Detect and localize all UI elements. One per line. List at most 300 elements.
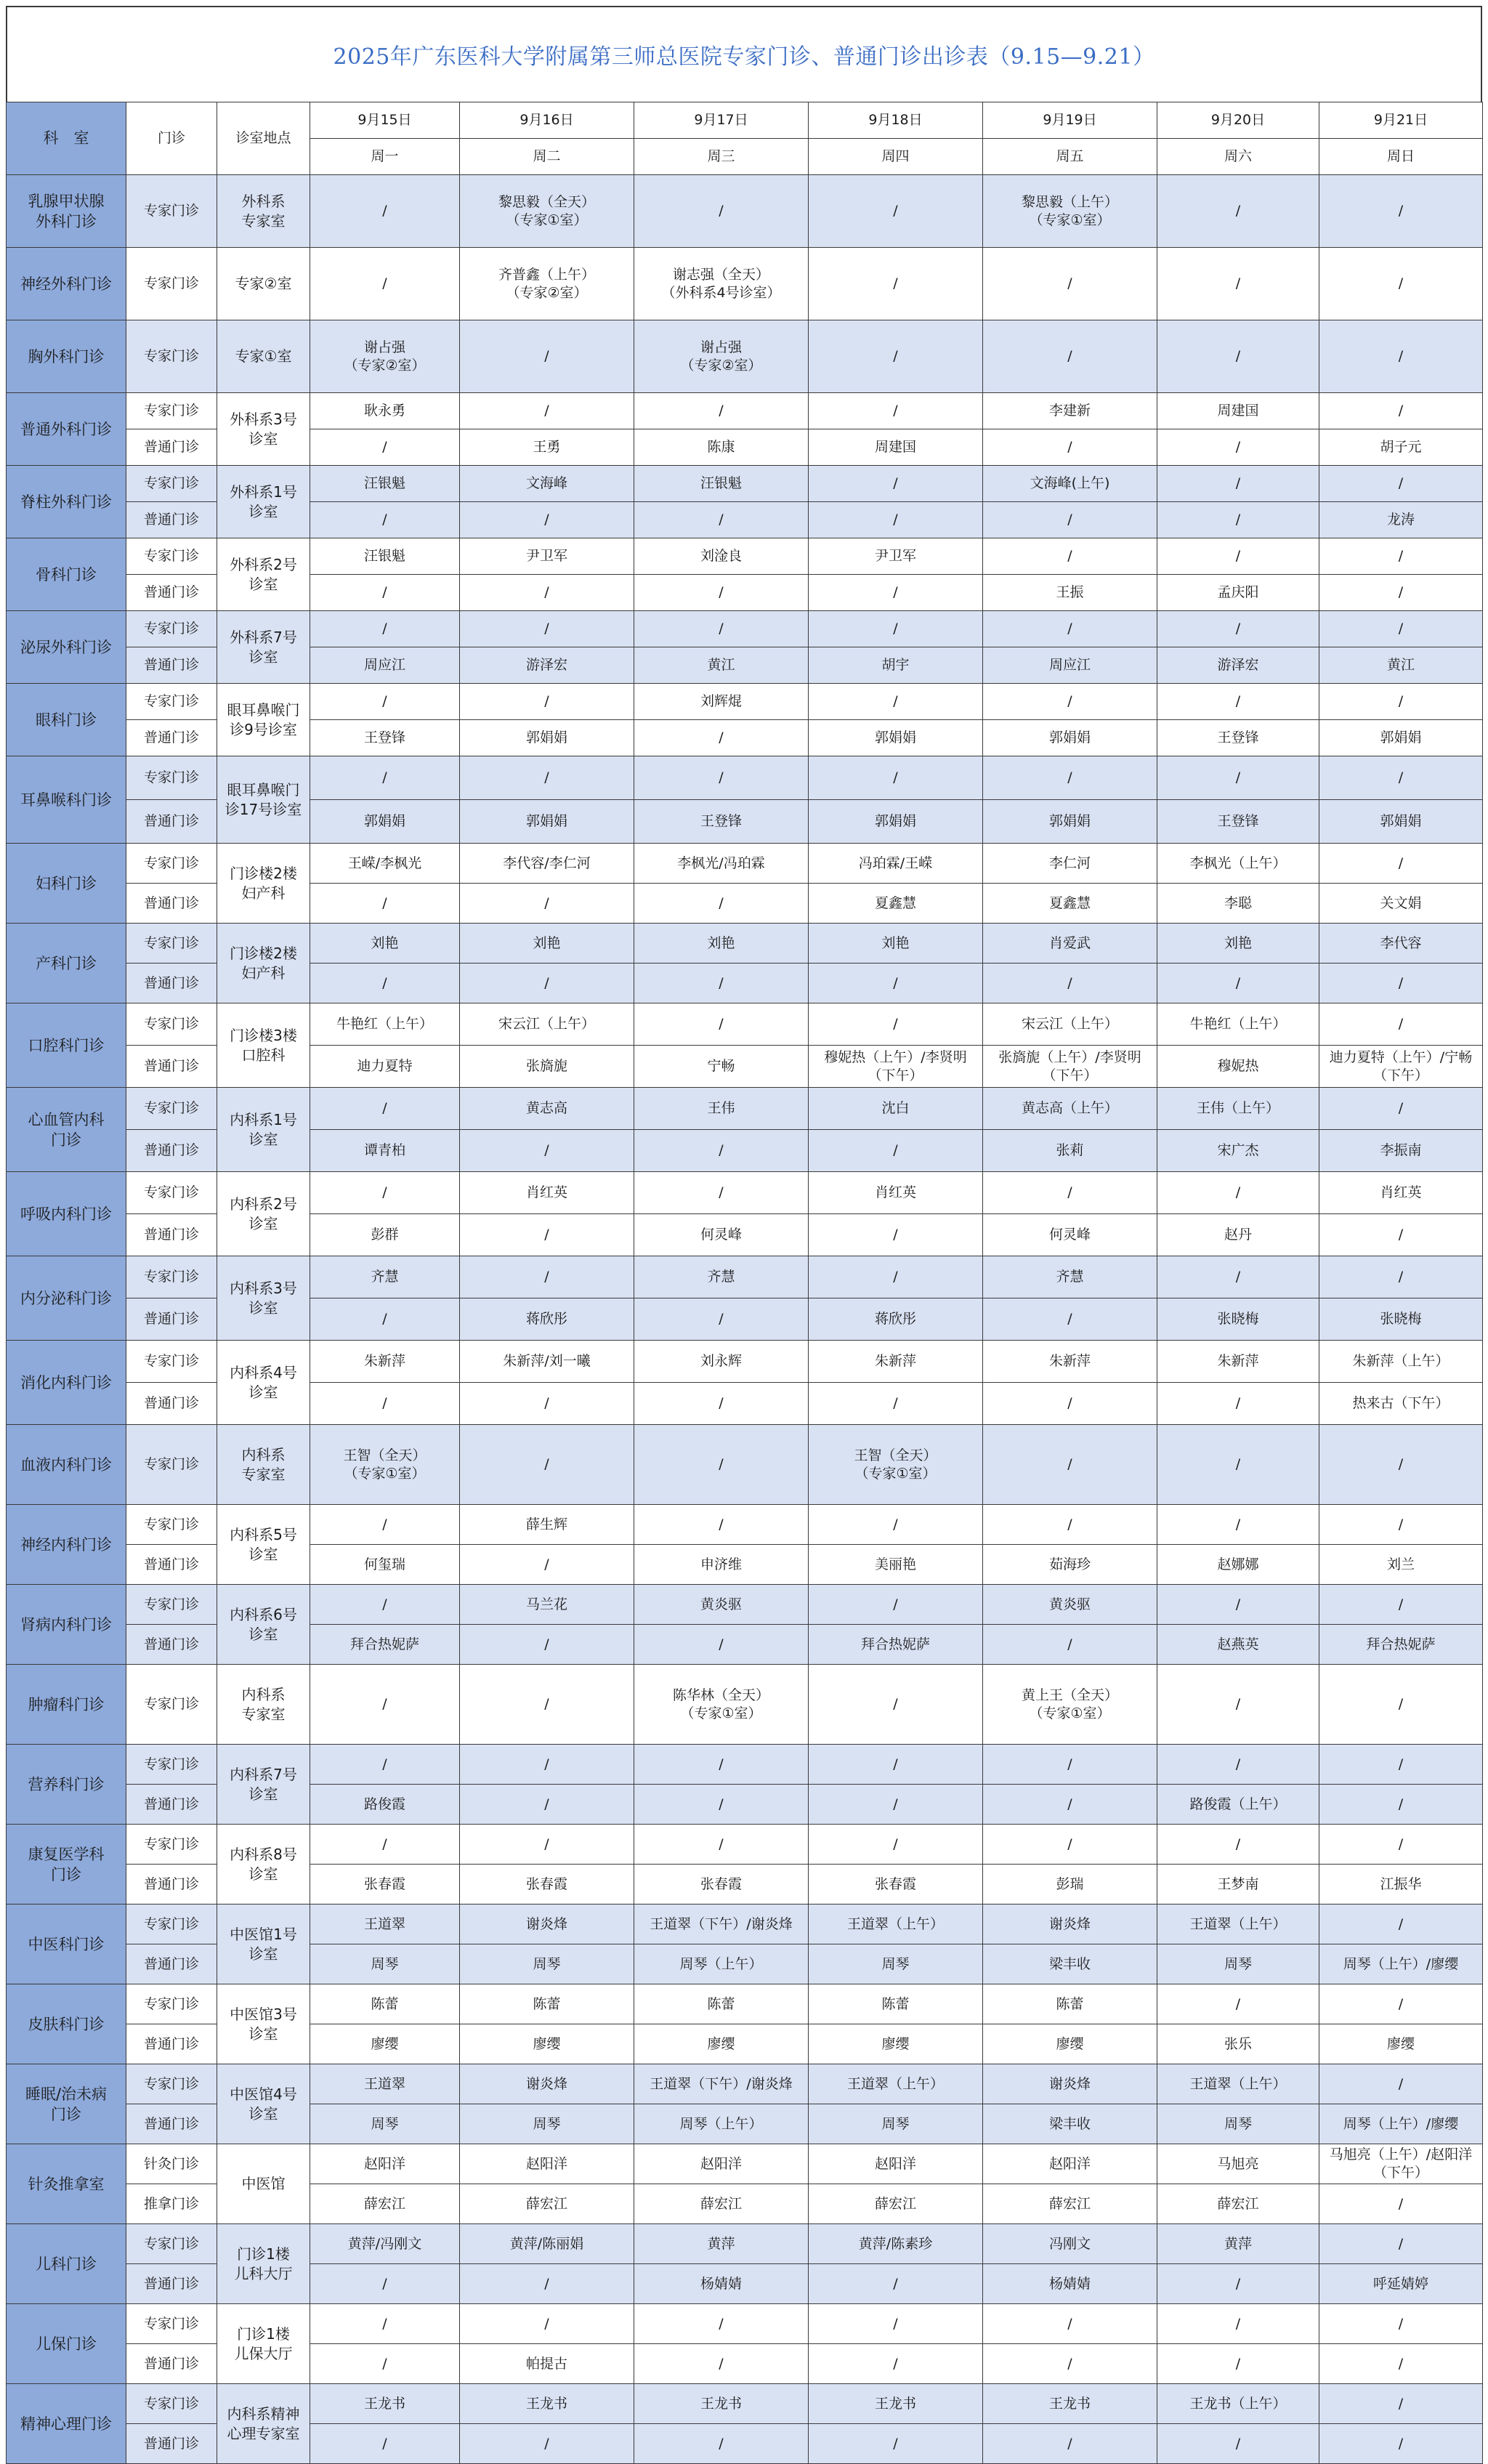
header-weekday: 周日 — [1319, 139, 1483, 175]
schedule-cell: / — [634, 720, 809, 756]
schedule-cell: 王道翠（上午） — [809, 2064, 983, 2104]
schedule-cell: 拜合热妮萨 — [809, 1625, 983, 1665]
clinic-type: 普通门诊 — [126, 1046, 217, 1088]
schedule-cell: 尹卫军 — [460, 538, 634, 575]
table-row — [7, 1505, 1483, 1545]
clinic-type: 专家门诊 — [126, 2224, 217, 2264]
schedule-cell: / — [634, 502, 809, 538]
schedule-cell: 刘艳 — [310, 924, 460, 964]
schedule-cell: / — [1319, 320, 1483, 393]
schedule-cell: 郭娟娟 — [983, 800, 1157, 844]
schedule-cell: / — [809, 1505, 983, 1545]
schedule-cell: 梁丰收 — [983, 1944, 1157, 1984]
department-name: 妇科门诊 — [7, 844, 126, 924]
schedule-cell: / — [809, 1585, 983, 1625]
schedule-cell: / — [1319, 1425, 1483, 1505]
schedule-cell: 沈白 — [809, 1088, 983, 1130]
schedule-cell: 周应江 — [310, 647, 460, 684]
schedule-cell: / — [460, 1383, 634, 1425]
clinic-type: 专家门诊 — [126, 1425, 217, 1505]
clinic-type: 普通门诊 — [126, 1785, 217, 1825]
department-name: 产科门诊 — [7, 924, 126, 1003]
schedule-cell: 郭娟娟 — [809, 720, 983, 756]
table-row — [7, 393, 1483, 429]
schedule-cell: 王伟（上午） — [1157, 1088, 1319, 1130]
schedule-cell: 黄志高 — [460, 1088, 634, 1130]
schedule-cell: / — [1319, 1088, 1483, 1130]
schedule-cell: 黄炎驱 — [634, 1585, 809, 1625]
schedule-cell: / — [310, 175, 460, 248]
table-row — [7, 2144, 1483, 2184]
clinic-type: 专家门诊 — [126, 393, 217, 429]
table-header — [7, 102, 1483, 175]
schedule-cell: / — [460, 1665, 634, 1745]
table-row — [7, 1088, 1483, 1130]
schedule-cell: / — [310, 1665, 460, 1745]
schedule-cell: 李聪 — [1157, 884, 1319, 924]
schedule-cell: / — [983, 248, 1157, 320]
schedule-cell: / — [1157, 1665, 1319, 1745]
schedule-cell: / — [1319, 1904, 1483, 1944]
table-row — [7, 611, 1483, 647]
schedule-cell: 黎思毅（上午） （专家①室） — [983, 175, 1157, 248]
schedule-cell: 何灵峰 — [983, 1214, 1157, 1256]
table-row — [7, 1984, 1483, 2024]
schedule-cell: / — [1319, 756, 1483, 800]
schedule-cell: / — [1319, 844, 1483, 884]
schedule-cell: 汪银魁 — [310, 538, 460, 575]
schedule-cell: / — [809, 1665, 983, 1745]
schedule-cell: 黄萍 — [1157, 2224, 1319, 2264]
schedule-cell: 郭娟娟 — [983, 720, 1157, 756]
department-name: 心血管内科 门诊 — [7, 1088, 126, 1172]
schedule-cell: 王智（全天） （专家①室） — [310, 1425, 460, 1505]
schedule-cell: / — [460, 393, 634, 429]
schedule-cell: 宋广杰 — [1157, 1130, 1319, 1172]
schedule-cell: 周琴 — [460, 2104, 634, 2144]
schedule-cell: 宁畅 — [634, 1046, 809, 1088]
table-row — [7, 248, 1483, 320]
schedule-cell: 黄江 — [1319, 647, 1483, 684]
schedule-cell: / — [1319, 2384, 1483, 2424]
schedule-cell: 黄志高（上午） — [983, 1088, 1157, 1130]
table-row — [7, 2064, 1483, 2104]
schedule-cell: 王嵘/李枫光 — [310, 844, 460, 884]
table-row — [7, 175, 1483, 248]
table-row — [7, 466, 1483, 502]
schedule-cell: 申济维 — [634, 1545, 809, 1585]
schedule-cell: / — [983, 1425, 1157, 1505]
schedule-cell: 王道翠 — [310, 2064, 460, 2104]
schedule-cell: 王龙书（上午） — [1157, 2384, 1319, 2424]
schedule-cell: / — [1157, 1825, 1319, 1865]
clinic-location: 外科系7号 诊室 — [217, 611, 310, 684]
schedule-cell: / — [460, 2304, 634, 2344]
schedule-cell: 夏鑫慧 — [809, 884, 983, 924]
schedule-cell: 王登锋 — [634, 800, 809, 844]
clinic-location: 专家①室 — [217, 320, 310, 393]
schedule-cell: 陈蕾 — [983, 1984, 1157, 2024]
schedule-cell: 朱新萍 — [983, 1341, 1157, 1383]
table-row — [7, 684, 1483, 720]
schedule-cell: 郭娟娟 — [460, 800, 634, 844]
schedule-cell: / — [1319, 2224, 1483, 2264]
schedule-cell: / — [634, 2344, 809, 2384]
schedule-cell: 王振 — [983, 575, 1157, 611]
header-date: 9月15日 — [310, 102, 460, 139]
schedule-cell: 陈蕾 — [809, 1984, 983, 2024]
schedule-cell: / — [809, 1745, 983, 1785]
schedule-cell: / — [634, 1425, 809, 1505]
clinic-type: 专家门诊 — [126, 1003, 217, 1046]
table-row — [7, 1904, 1483, 1944]
schedule-cell: 朱新萍 — [1157, 1341, 1319, 1383]
schedule-cell: / — [1319, 1785, 1483, 1825]
schedule-cell: 黄萍/陈素珍 — [809, 2224, 983, 2264]
schedule-cell: / — [1319, 393, 1483, 429]
header-type: 门诊 — [126, 102, 217, 175]
clinic-location: 外科系3号 诊室 — [217, 393, 310, 466]
clinic-type: 专家门诊 — [126, 1904, 217, 1944]
schedule-cell: / — [1157, 248, 1319, 320]
schedule-cell: / — [460, 1625, 634, 1665]
department-name: 骨科门诊 — [7, 538, 126, 611]
schedule-cell: / — [1157, 1984, 1319, 2024]
schedule-cell: 蒋欣彤 — [809, 1298, 983, 1341]
department-name: 康复医学科 门诊 — [7, 1825, 126, 1904]
clinic-location: 中医馆4号 诊室 — [217, 2064, 310, 2144]
schedule-cell: 谢占强 （专家②室） — [310, 320, 460, 393]
department-name: 血液内科门诊 — [7, 1425, 126, 1505]
table-row — [7, 1745, 1483, 1785]
schedule-cell: 蒋欣彤 — [460, 1298, 634, 1341]
header-weekday: 周五 — [983, 139, 1157, 175]
schedule-cell: 陈蕾 — [634, 1984, 809, 2024]
schedule-cell: / — [634, 1383, 809, 1425]
clinic-type: 专家门诊 — [126, 1825, 217, 1865]
schedule-cell: / — [310, 2424, 460, 2464]
schedule-cell: 黄江 — [634, 647, 809, 684]
schedule-cell: 游泽宏 — [1157, 647, 1319, 684]
schedule-cell: 谢炎烽 — [460, 1904, 634, 1944]
schedule-cell: / — [983, 1383, 1157, 1425]
schedule-cell: 薛生辉 — [460, 1505, 634, 1545]
schedule-cell: / — [1319, 1214, 1483, 1256]
schedule-cell: 王登锋 — [1157, 800, 1319, 844]
clinic-location: 中医馆1号 诊室 — [217, 1904, 310, 1984]
header-date: 9月18日 — [809, 102, 983, 139]
clinic-type: 普通门诊 — [126, 429, 217, 466]
schedule-cell: 黄萍/陈丽娟 — [460, 2224, 634, 2264]
schedule-cell: 谢炎烽 — [983, 1904, 1157, 1944]
clinic-type: 普通门诊 — [126, 2344, 217, 2384]
schedule-cell: 汪银魁 — [310, 466, 460, 502]
clinic-type: 普通门诊 — [126, 720, 217, 756]
clinic-type: 专家门诊 — [126, 1341, 217, 1383]
schedule-cell: / — [809, 684, 983, 720]
schedule-cell: / — [809, 2264, 983, 2304]
schedule-cell: 路俊霞（上午） — [1157, 1785, 1319, 1825]
clinic-location: 门诊楼2楼 妇产科 — [217, 924, 310, 1003]
schedule-cell: 薛宏江 — [460, 2184, 634, 2224]
clinic-type: 专家门诊 — [126, 1984, 217, 2024]
clinic-type: 专家门诊 — [126, 756, 217, 800]
clinic-location: 门诊1楼 儿科大厅 — [217, 2224, 310, 2304]
table-row — [7, 1003, 1483, 1046]
schedule-cell: 彭瑞 — [983, 1865, 1157, 1904]
schedule-cell: / — [634, 756, 809, 800]
schedule-cell: 刘艳 — [460, 924, 634, 964]
schedule-cell: 谢占强 （专家②室） — [634, 320, 809, 393]
schedule-cell: 周琴（上午）/廖缨 — [1319, 2104, 1483, 2144]
schedule-cell: 马兰花 — [460, 1585, 634, 1625]
schedule-cell: 龙涛 — [1319, 502, 1483, 538]
schedule-cell: / — [634, 884, 809, 924]
schedule-cell: / — [634, 1785, 809, 1825]
schedule-cell: 周琴 — [460, 1944, 634, 1984]
clinic-location: 内科系 专家室 — [217, 1665, 310, 1745]
schedule-cell: 黄上王（全天） （专家①室） — [983, 1665, 1157, 1745]
schedule-cell: 薛宏江 — [634, 2184, 809, 2224]
schedule-cell: 李代容 — [1319, 924, 1483, 964]
schedule-cell: / — [809, 575, 983, 611]
schedule-cell: 宋云江（上午） — [983, 1003, 1157, 1046]
clinic-type: 专家门诊 — [126, 2064, 217, 2104]
schedule-cell: 黄萍 — [634, 2224, 809, 2264]
schedule-cell: 王登锋 — [310, 720, 460, 756]
schedule-cell: / — [809, 2344, 983, 2384]
schedule-cell: / — [310, 1505, 460, 1545]
schedule-cell: / — [310, 248, 460, 320]
schedule-cell: 周琴（上午） — [634, 2104, 809, 2144]
table-row — [7, 2304, 1483, 2344]
schedule-cell: / — [634, 393, 809, 429]
schedule-cell: 王龙书 — [809, 2384, 983, 2424]
schedule-cell: 赵娜娜 — [1157, 1545, 1319, 1585]
schedule-cell: / — [310, 684, 460, 720]
schedule-cell: / — [634, 1298, 809, 1341]
schedule-cell: / — [310, 502, 460, 538]
schedule-cell: 周应江 — [983, 647, 1157, 684]
table-row — [7, 538, 1483, 575]
schedule-cell: / — [1319, 1825, 1483, 1865]
header-date: 9月16日 — [460, 102, 634, 139]
department-name: 精神心理门诊 — [7, 2384, 126, 2464]
clinic-type: 普通门诊 — [126, 2424, 217, 2464]
clinic-type: 专家门诊 — [126, 1172, 217, 1214]
schedule-cell: 张春霞 — [460, 1865, 634, 1904]
clinic-type: 专家门诊 — [126, 2304, 217, 2344]
clinic-type: 普通门诊 — [126, 1130, 217, 1172]
table-row — [7, 756, 1483, 800]
schedule-cell: 王梦南 — [1157, 1865, 1319, 1904]
schedule-cell: 李仁河 — [983, 844, 1157, 884]
schedule-cell: / — [1319, 1745, 1483, 1785]
schedule-cell: 朱新萍 — [310, 1341, 460, 1383]
schedule-cell: / — [634, 964, 809, 1003]
schedule-cell: 穆妮热（上午）/李贤明 （下午） — [809, 1046, 983, 1088]
table-row — [7, 1172, 1483, 1214]
clinic-type: 推拿门诊 — [126, 2184, 217, 2224]
table-row — [7, 1585, 1483, 1625]
schedule-cell: 黎思毅（全天） （专家①室） — [460, 175, 634, 248]
schedule-cell: / — [983, 320, 1157, 393]
schedule-cell: / — [1319, 2304, 1483, 2344]
schedule-cell: / — [460, 320, 634, 393]
clinic-location: 内科系6号 诊室 — [217, 1585, 310, 1665]
schedule-table — [6, 102, 1483, 2464]
schedule-cell: 赵燕英 — [1157, 1625, 1319, 1665]
schedule-cell: / — [809, 1214, 983, 1256]
schedule-cell: / — [983, 2424, 1157, 2464]
schedule-cell: 赵阳洋 — [983, 2144, 1157, 2184]
schedule-cell: / — [983, 538, 1157, 575]
schedule-cell: 陈康 — [634, 429, 809, 466]
schedule-cell: 游泽宏 — [460, 647, 634, 684]
schedule-cell: / — [634, 2304, 809, 2344]
schedule-cell: / — [983, 1298, 1157, 1341]
schedule-cell: 周琴（上午）/廖缨 — [1319, 1944, 1483, 1984]
schedule-cell: 张晓梅 — [1157, 1298, 1319, 1341]
header-date: 9月20日 — [1157, 102, 1319, 139]
schedule-cell: / — [634, 1625, 809, 1665]
table-row — [7, 1256, 1483, 1298]
schedule-cell: 王龙书 — [460, 2384, 634, 2424]
schedule-cell: / — [1157, 1172, 1319, 1214]
schedule-cell: 尹卫军 — [809, 538, 983, 575]
schedule-cell: / — [460, 1256, 634, 1298]
schedule-cell: / — [460, 502, 634, 538]
schedule-cell: / — [809, 964, 983, 1003]
clinic-type: 专家门诊 — [126, 924, 217, 964]
schedule-cell: 张旖旎 — [460, 1046, 634, 1088]
schedule-cell: / — [310, 884, 460, 924]
schedule-cell: 周建国 — [1157, 393, 1319, 429]
department-name: 针灸推拿室 — [7, 2144, 126, 2224]
schedule-cell: 肖爱武 — [983, 924, 1157, 964]
schedule-cell: 朱新萍 — [809, 1341, 983, 1383]
schedule-cell: 牛艳红（上午） — [310, 1003, 460, 1046]
schedule-cell: / — [983, 2344, 1157, 2384]
department-name: 耳鼻喉科门诊 — [7, 756, 126, 844]
schedule-cell: / — [460, 2264, 634, 2304]
department-name: 普通外科门诊 — [7, 393, 126, 466]
schedule-cell: 郭娟娟 — [460, 720, 634, 756]
schedule-cell: / — [809, 1383, 983, 1425]
schedule-cell: / — [1319, 466, 1483, 502]
schedule-cell: / — [310, 1745, 460, 1785]
schedule-cell: 迪力夏特（上午）/宁畅 （下午） — [1319, 1046, 1483, 1088]
clinic-type: 专家门诊 — [126, 538, 217, 575]
schedule-cell: 张乐 — [1157, 2024, 1319, 2064]
schedule-cell: 肖红英 — [809, 1172, 983, 1214]
clinic-type: 专家门诊 — [126, 1585, 217, 1625]
table-row — [7, 2224, 1483, 2264]
clinic-location: 门诊1楼 儿保大厅 — [217, 2304, 310, 2384]
schedule-cell: 杨婧婧 — [983, 2264, 1157, 2304]
department-name: 脊柱外科门诊 — [7, 466, 126, 538]
schedule-cell: / — [1319, 2424, 1483, 2464]
clinic-location: 内科系5号 诊室 — [217, 1505, 310, 1585]
department-name: 儿科门诊 — [7, 2224, 126, 2304]
header-weekday: 周六 — [1157, 139, 1319, 175]
schedule-cell: 廖缨 — [1319, 2024, 1483, 2064]
clinic-type: 普通门诊 — [126, 884, 217, 924]
schedule-cell: / — [1319, 684, 1483, 720]
schedule-cell: 王龙书 — [983, 2384, 1157, 2424]
schedule-cell: 赵阳洋 — [809, 2144, 983, 2184]
schedule-cell: 廖缨 — [310, 2024, 460, 2064]
schedule-cell: / — [460, 611, 634, 647]
clinic-type: 普通门诊 — [126, 1383, 217, 1425]
schedule-cell: / — [983, 1785, 1157, 1825]
schedule-cell: 李振南 — [1319, 1130, 1483, 1172]
schedule-cell: 何灵峰 — [634, 1214, 809, 1256]
schedule-cell: / — [983, 1505, 1157, 1545]
schedule-cell: / — [634, 575, 809, 611]
schedule-cell: 郭娟娟 — [1319, 720, 1483, 756]
clinic-location: 眼耳鼻喉门 诊9号诊室 — [217, 684, 310, 756]
table-body — [7, 175, 1483, 2464]
clinic-type: 普通门诊 — [126, 800, 217, 844]
schedule-cell: 谭青柏 — [310, 1130, 460, 1172]
schedule-cell: / — [983, 964, 1157, 1003]
clinic-location: 外科系 专家室 — [217, 175, 310, 248]
department-name: 儿保门诊 — [7, 2304, 126, 2384]
department-name: 睡眠/治未病 门诊 — [7, 2064, 126, 2144]
department-name: 皮肤科门诊 — [7, 1984, 126, 2064]
schedule-cell: / — [460, 1545, 634, 1585]
table-row — [7, 2384, 1483, 2424]
schedule-cell: 王道翠（上午） — [809, 1904, 983, 1944]
clinic-type: 专家门诊 — [126, 2384, 217, 2424]
department-name: 肾病内科门诊 — [7, 1585, 126, 1665]
schedule-cell: 茹海珍 — [983, 1545, 1157, 1585]
schedule-cell: / — [460, 964, 634, 1003]
schedule-cell: / — [983, 502, 1157, 538]
clinic-type: 普通门诊 — [126, 2104, 217, 2144]
schedule-cell: / — [310, 2344, 460, 2384]
schedule-cell: 周琴 — [1157, 1944, 1319, 1984]
schedule-cell: 刘辉焜 — [634, 684, 809, 720]
page-title: 2025年广东医科大学附属第三师总医院专家门诊、普通门诊出诊表（9.15—9.21） — [333, 44, 1155, 70]
department-name: 泌尿外科门诊 — [7, 611, 126, 684]
clinic-location: 门诊楼2楼 妇产科 — [217, 844, 310, 924]
department-name: 神经外科门诊 — [7, 248, 126, 320]
schedule-cell: / — [460, 684, 634, 720]
schedule-cell: / — [1157, 502, 1319, 538]
schedule-cell: / — [983, 1172, 1157, 1214]
header-weekday: 周二 — [460, 139, 634, 175]
clinic-type: 专家门诊 — [126, 248, 217, 320]
schedule-cell: / — [1319, 2344, 1483, 2384]
schedule-cell: / — [310, 964, 460, 1003]
schedule-cell: / — [1157, 684, 1319, 720]
schedule-cell: / — [1319, 1256, 1483, 1298]
schedule-cell: 王道翠（下午）/谢炎烽 — [634, 2064, 809, 2104]
schedule-cell: / — [310, 1172, 460, 1214]
schedule-cell: / — [1157, 2304, 1319, 2344]
schedule-cell: 王智（全天） （专家①室） — [809, 1425, 983, 1505]
schedule-cell: 宋云江（上午） — [460, 1003, 634, 1046]
schedule-cell: / — [1319, 964, 1483, 1003]
schedule-cell: 周琴 — [1157, 2104, 1319, 2144]
schedule-cell: 赵阳洋 — [634, 2144, 809, 2184]
clinic-location: 内科系精神 心理专家室 — [217, 2384, 310, 2464]
schedule-cell: 刘淦良 — [634, 538, 809, 575]
schedule-cell: / — [1157, 611, 1319, 647]
schedule-cell: / — [983, 1745, 1157, 1785]
